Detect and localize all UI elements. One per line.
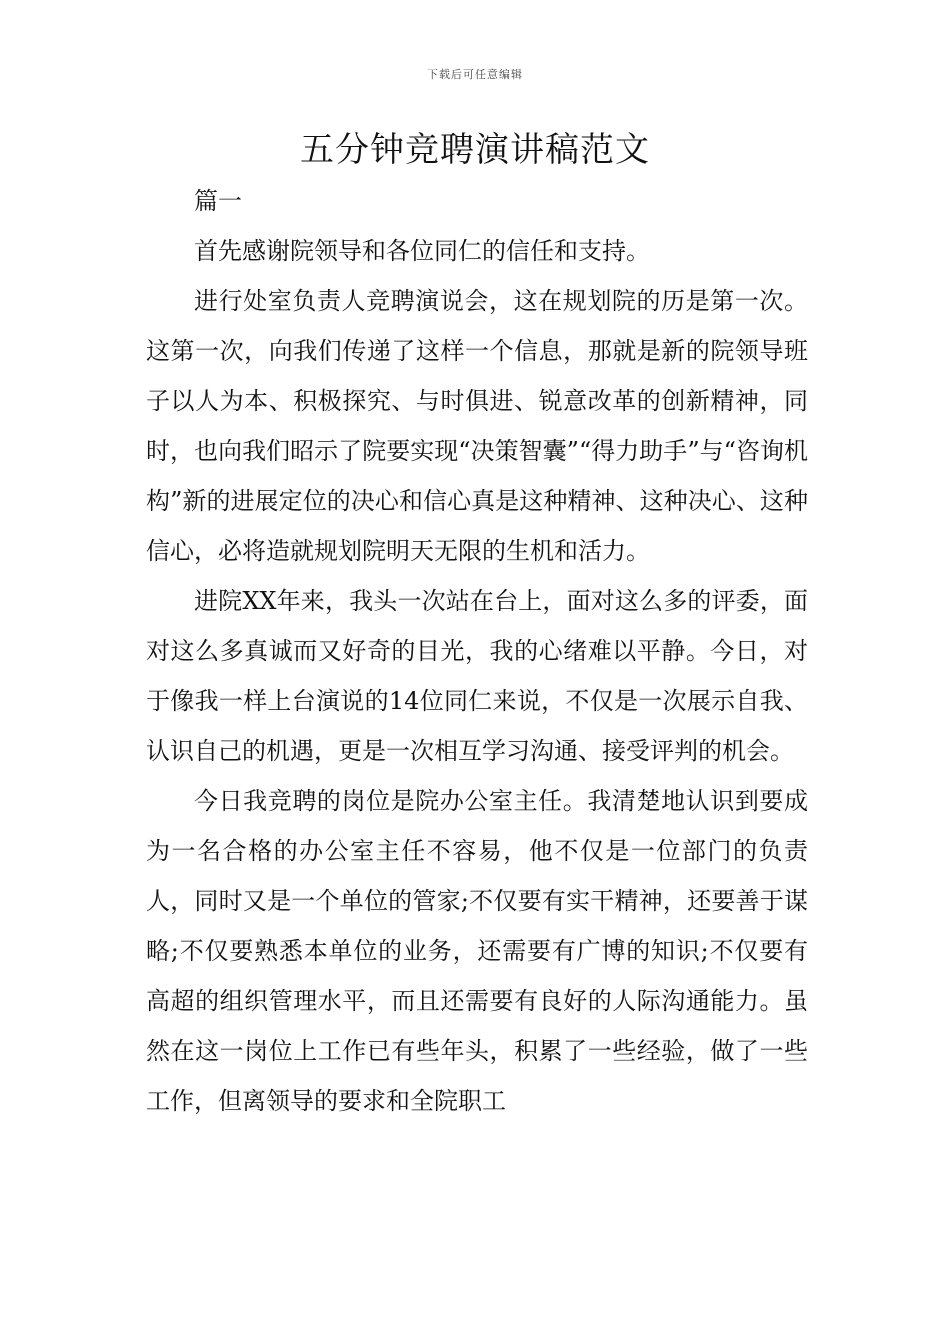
paragraph: 进院XX年来，我头一次站在台上，面对这么多的评委，面对这么多真诚而又好奇的目光，我的心绪难以平静。今日，对于像我一样上台演说的14位同仁来说，不仅是一次展示自我、认识自己的机遇，更是一次相互学习沟通、接受评判的机会。 (146, 587, 808, 765)
header-note: 下载后可任意编辑 (427, 68, 523, 81)
document-body (146, 176, 808, 1126)
paragraph: 进行处室负责人竞聘演说会，这在规划院的历是第一次。这第一次，向我们传递了这样一个信息，那就是新的院领导班子以人为本、积极探究、与时俱进、锐意改革的创新精神，同时，也向我们昭示了院要实现“决策智囊”“得力助手”与“咨询机构”新的进展定位的决心和信心真是这种精神、这种决心、这种信心，必将造就规划院明天无限的生机和活力。 (146, 287, 808, 565)
section-heading: 篇一 (194, 187, 242, 215)
document-title: 五分钟竞聘演讲稿范文 (300, 130, 650, 170)
paragraph: 今日我竞聘的岗位是院办公室主任。我清楚地认识到要成为一名合格的办公室主任不容易，他不仅是一位部门的负责人，同时又是一个单位的管家;不仅要有实干精神，还要善于谋略;不仅要熟悉本单位的业务，还需要有广博的知识;不仅要有高超的组织管理水平，而且还需要有良好的人际沟通能力。虽然在这一岗位上工作已有些年头，积累了一些经验，做了一些工作，但离领导的要求和全院职工 (146, 787, 808, 1115)
paragraph: 首先感谢院领导和各位同仁的信任和支持。 (194, 237, 650, 265)
